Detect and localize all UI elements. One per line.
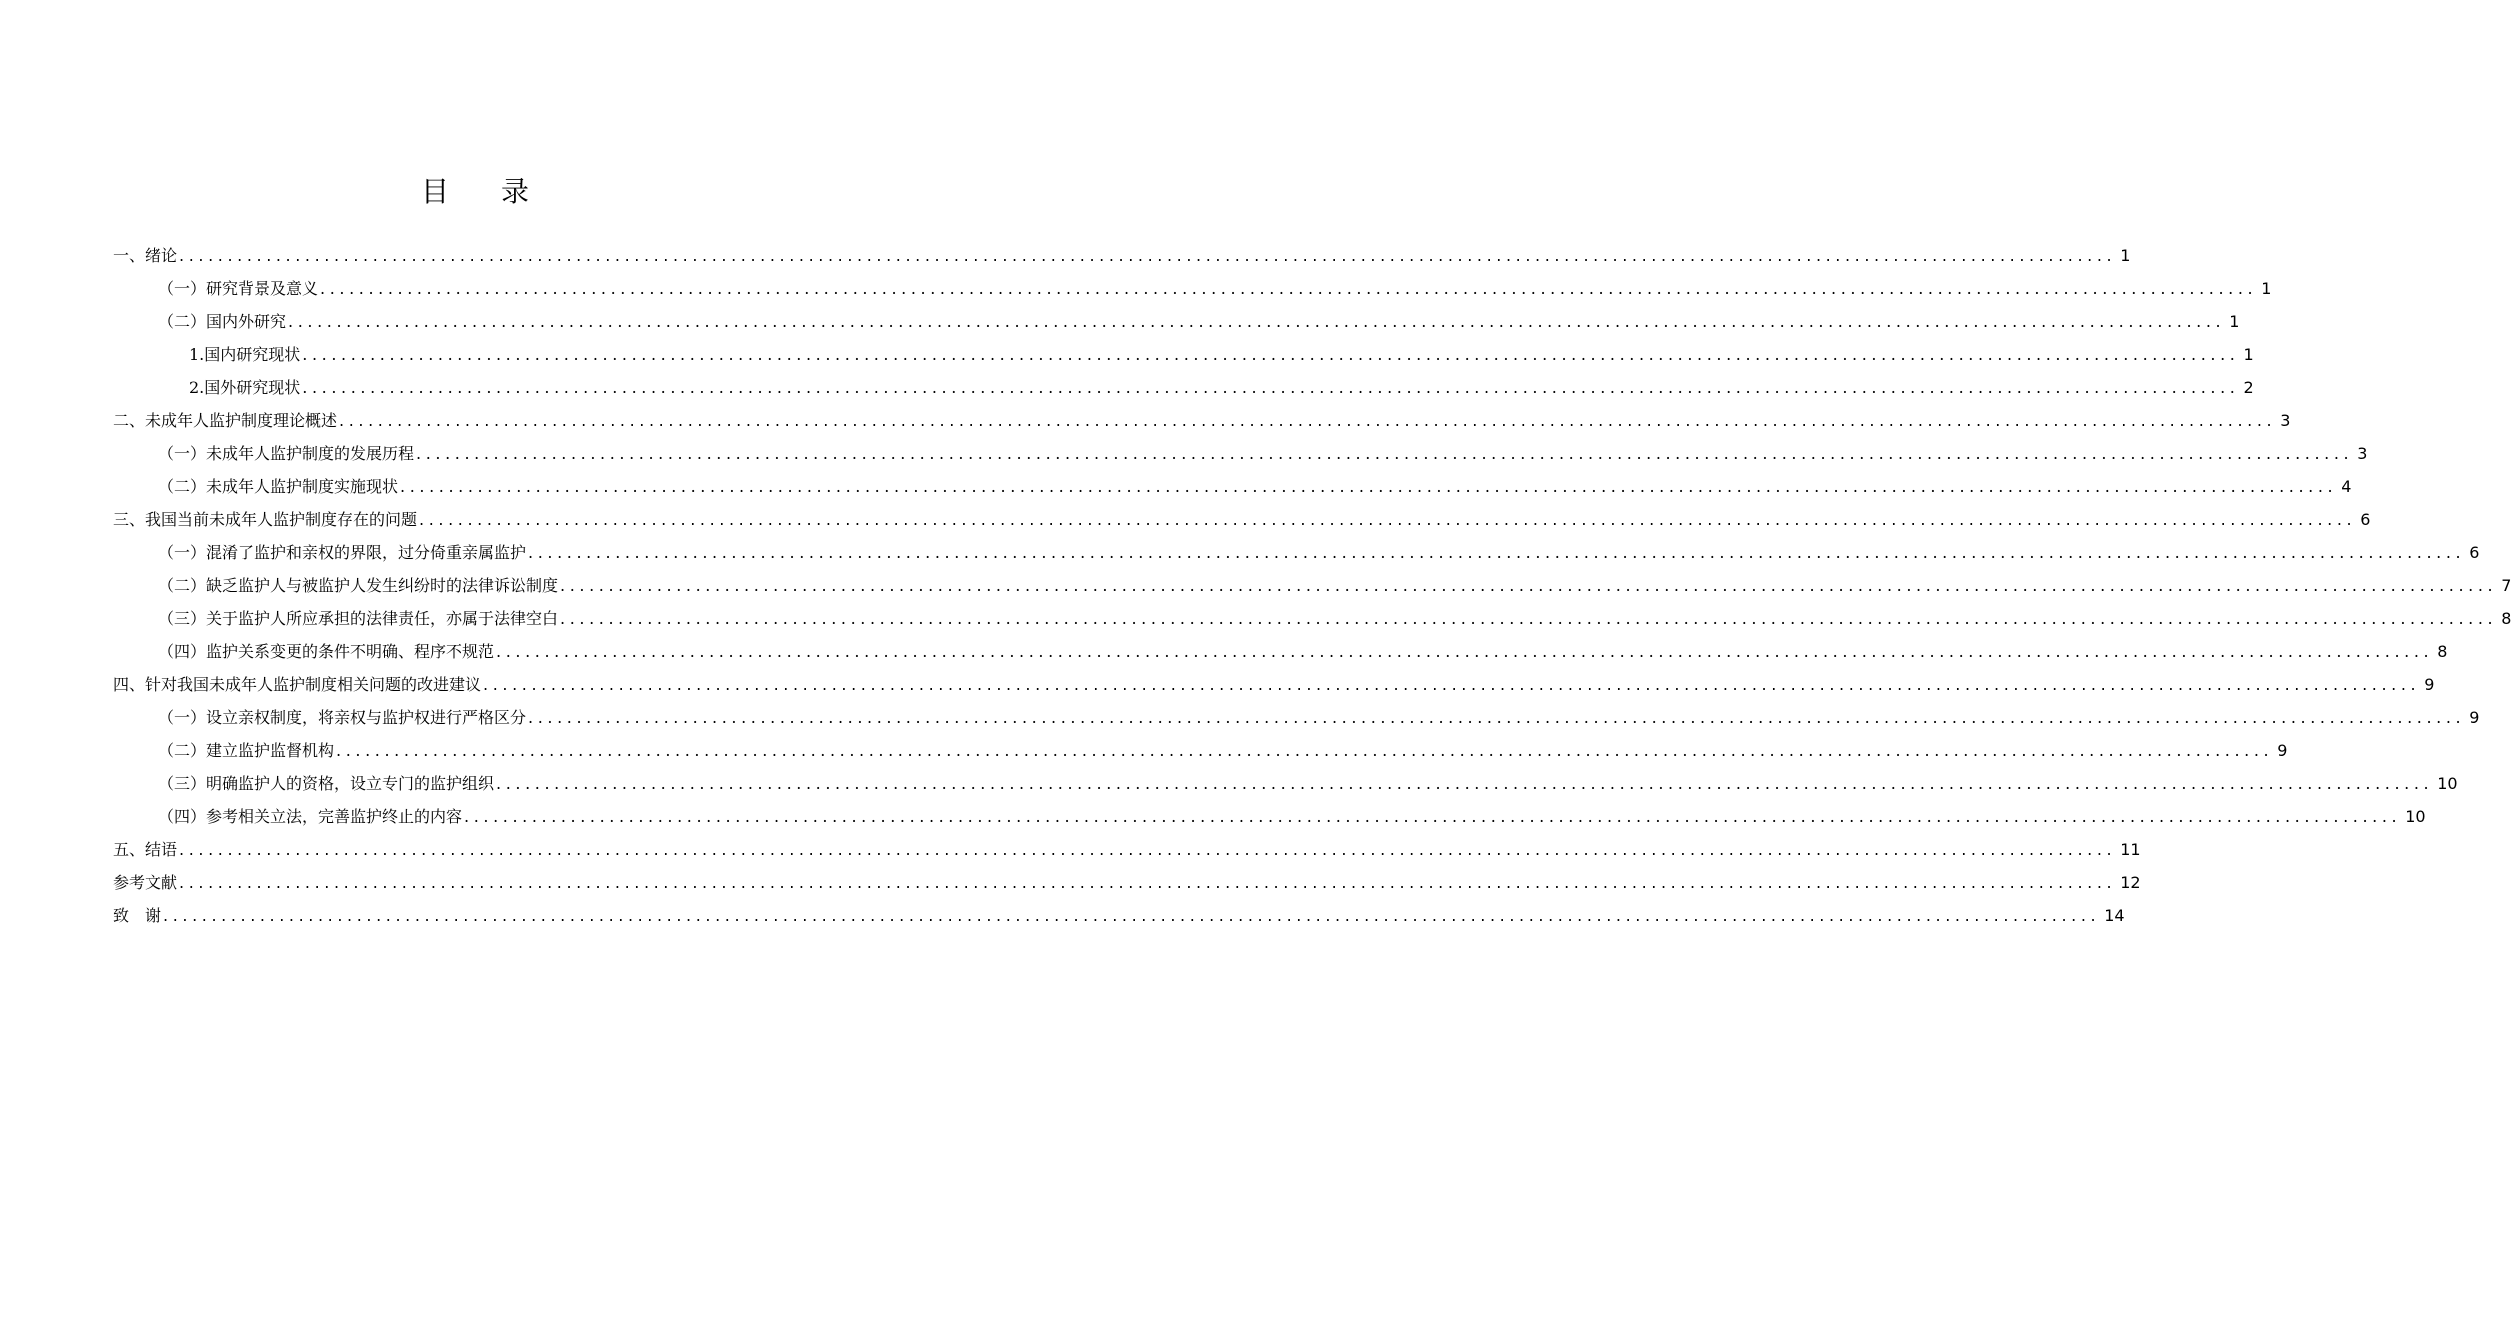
toc-entry-title: 四、针对我国未成年人监护制度相关问题的改进建议 xyxy=(113,675,482,694)
toc-entry-page-number: 1 xyxy=(2229,312,2240,331)
toc-entry[interactable] xyxy=(113,901,2125,931)
toc-dot-leader: ........................................................................................................................................................................................................ xyxy=(496,642,2434,661)
toc-entry-title: 三、我国当前未成年人监护制度存在的问题 xyxy=(113,510,418,529)
toc-entry-page-number: 3 xyxy=(2280,411,2291,430)
toc-dot-leader: ........................................................................................................................................................................................................ xyxy=(560,576,2498,595)
toc-entry-title: （四）监护关系变更的条件不明确、程序不规范 xyxy=(158,642,495,661)
toc-entry[interactable] xyxy=(189,340,2254,370)
toc-entry-page-number: 3 xyxy=(2357,444,2368,463)
toc-entry[interactable] xyxy=(158,538,2480,568)
toc-entry-title: 参考文献 xyxy=(113,873,178,892)
toc-entry-page-number: 8 xyxy=(2501,609,2511,628)
toc-entry-title: 2.国外研究现状 xyxy=(189,378,301,397)
toc-entry[interactable] xyxy=(158,703,2480,733)
toc-dot-leader: ........................................................................................................................................................................................................ xyxy=(163,906,2101,925)
toc-dot-leader: ........................................................................................................................................................................................................ xyxy=(302,345,2240,364)
toc-entry[interactable] xyxy=(158,274,2272,304)
toc-entry-title: （三）明确监护人的资格，设立专门的监护组织 xyxy=(158,774,495,793)
toc-dot-leader: ........................................................................................................................................................................................................ xyxy=(419,510,2357,529)
toc-entry-page-number: 1 xyxy=(2261,279,2272,298)
toc-entry-title: （一）研究背景及意义 xyxy=(158,279,319,298)
toc-dot-leader: ........................................................................................................................................................................................................ xyxy=(320,279,2258,298)
toc-entry[interactable] xyxy=(158,604,2511,634)
toc-entry-page-number: 12 xyxy=(2120,873,2141,892)
toc-dot-leader: ........................................................................................................................................................................................................ xyxy=(400,477,2338,496)
toc-entry[interactable] xyxy=(113,868,2141,898)
toc-entry-page-number: 6 xyxy=(2469,543,2480,562)
toc-entry-page-number: 2 xyxy=(2243,378,2254,397)
toc-entry[interactable] xyxy=(113,505,2371,535)
toc-entry-page-number: 14 xyxy=(2104,906,2125,925)
toc-entry[interactable] xyxy=(113,670,2435,700)
toc-entry-title: （二）建立监护监督机构 xyxy=(158,741,335,760)
toc-entry[interactable] xyxy=(113,241,2131,271)
toc-dot-leader: ........................................................................................................................................................................................................ xyxy=(528,708,2466,727)
toc-entry[interactable] xyxy=(158,307,2240,337)
toc-dot-leader: ........................................................................................................................................................................................................ xyxy=(528,543,2466,562)
toc-entry[interactable] xyxy=(158,637,2448,667)
toc-entry-page-number: 10 xyxy=(2437,774,2458,793)
toc-dot-leader: ........................................................................................................................................................................................................ xyxy=(483,675,2421,694)
toc-entry-page-number: 1 xyxy=(2120,246,2131,265)
toc-entry[interactable] xyxy=(113,406,2291,436)
toc-dot-leader: ........................................................................................................................................................................................................ xyxy=(339,411,2277,430)
toc-dot-leader: ........................................................................................................................................................................................................ xyxy=(288,312,2226,331)
toc-entry-title: （一）设立亲权制度，将亲权与监护权进行严格区分 xyxy=(158,708,527,727)
toc-entry-page-number: 7 xyxy=(2501,576,2511,595)
toc-entry[interactable] xyxy=(158,802,2426,832)
toc-entry-title: 一、绪论 xyxy=(113,246,178,265)
toc-entry[interactable] xyxy=(158,472,2352,502)
toc-dot-leader: ........................................................................................................................................................................................................ xyxy=(179,873,2117,892)
toc-entry-page-number: 1 xyxy=(2243,345,2254,364)
toc-dot-leader: ........................................................................................................................................................................................................ xyxy=(179,840,2117,859)
toc-entry-page-number: 10 xyxy=(2405,807,2426,826)
toc-dot-leader: ........................................................................................................................................................................................................ xyxy=(496,774,2434,793)
toc-entry-title: （一）混淆了监护和亲权的界限，过分倚重亲属监护 xyxy=(158,543,527,562)
toc-entry-title: （三）关于监护人所应承担的法律责任，亦属于法律空白 xyxy=(158,609,559,628)
toc-entry-title: 二、未成年人监护制度理论概述 xyxy=(113,411,338,430)
toc-dot-leader: ........................................................................................................................................................................................................ xyxy=(416,444,2354,463)
toc-entry-title: （二）国内外研究 xyxy=(158,312,287,331)
toc-entry-title: （二）未成年人监护制度实施现状 xyxy=(158,477,399,496)
toc-entry[interactable] xyxy=(189,373,2254,403)
toc-dot-leader: ........................................................................................................................................................................................................ xyxy=(560,609,2498,628)
toc-entry-page-number: 6 xyxy=(2360,510,2371,529)
toc-entry-title: 五、结语 xyxy=(113,840,178,859)
toc-entry[interactable] xyxy=(158,769,2458,799)
toc-entry-page-number: 9 xyxy=(2424,675,2435,694)
toc-entry-title: 1.国内研究现状 xyxy=(189,345,301,364)
toc-dot-leader: ........................................................................................................................................................................................................ xyxy=(464,807,2402,826)
page-title xyxy=(0,170,950,214)
toc-entry-title: （四）参考相关立法，完善监护终止的内容 xyxy=(158,807,463,826)
title-char-2: 录 xyxy=(501,175,530,208)
toc-entry-page-number: 9 xyxy=(2469,708,2480,727)
toc-entry-title: 致 谢 xyxy=(113,906,162,925)
toc-entry[interactable] xyxy=(158,571,2511,601)
toc-entry-page-number: 4 xyxy=(2341,477,2352,496)
toc-dot-leader: ........................................................................................................................................................................................................ xyxy=(302,378,2240,397)
title-char-1: 目 xyxy=(420,175,449,208)
toc-entry-page-number: 8 xyxy=(2437,642,2448,661)
toc-dot-leader: ........................................................................................................................................................................................................ xyxy=(336,741,2274,760)
toc-entry[interactable] xyxy=(158,736,2288,766)
toc-entry-page-number: 9 xyxy=(2277,741,2288,760)
toc-entry-title: （一）未成年人监护制度的发展历程 xyxy=(158,444,415,463)
toc-entry[interactable] xyxy=(158,439,2368,469)
toc-entry[interactable] xyxy=(113,835,2141,865)
toc-dot-leader: ........................................................................................................................................................................................................ xyxy=(179,246,2117,265)
toc-entry-title: （二）缺乏监护人与被监护人发生纠纷时的法律诉讼制度 xyxy=(158,576,559,595)
toc-entry-page-number: 11 xyxy=(2120,840,2141,859)
